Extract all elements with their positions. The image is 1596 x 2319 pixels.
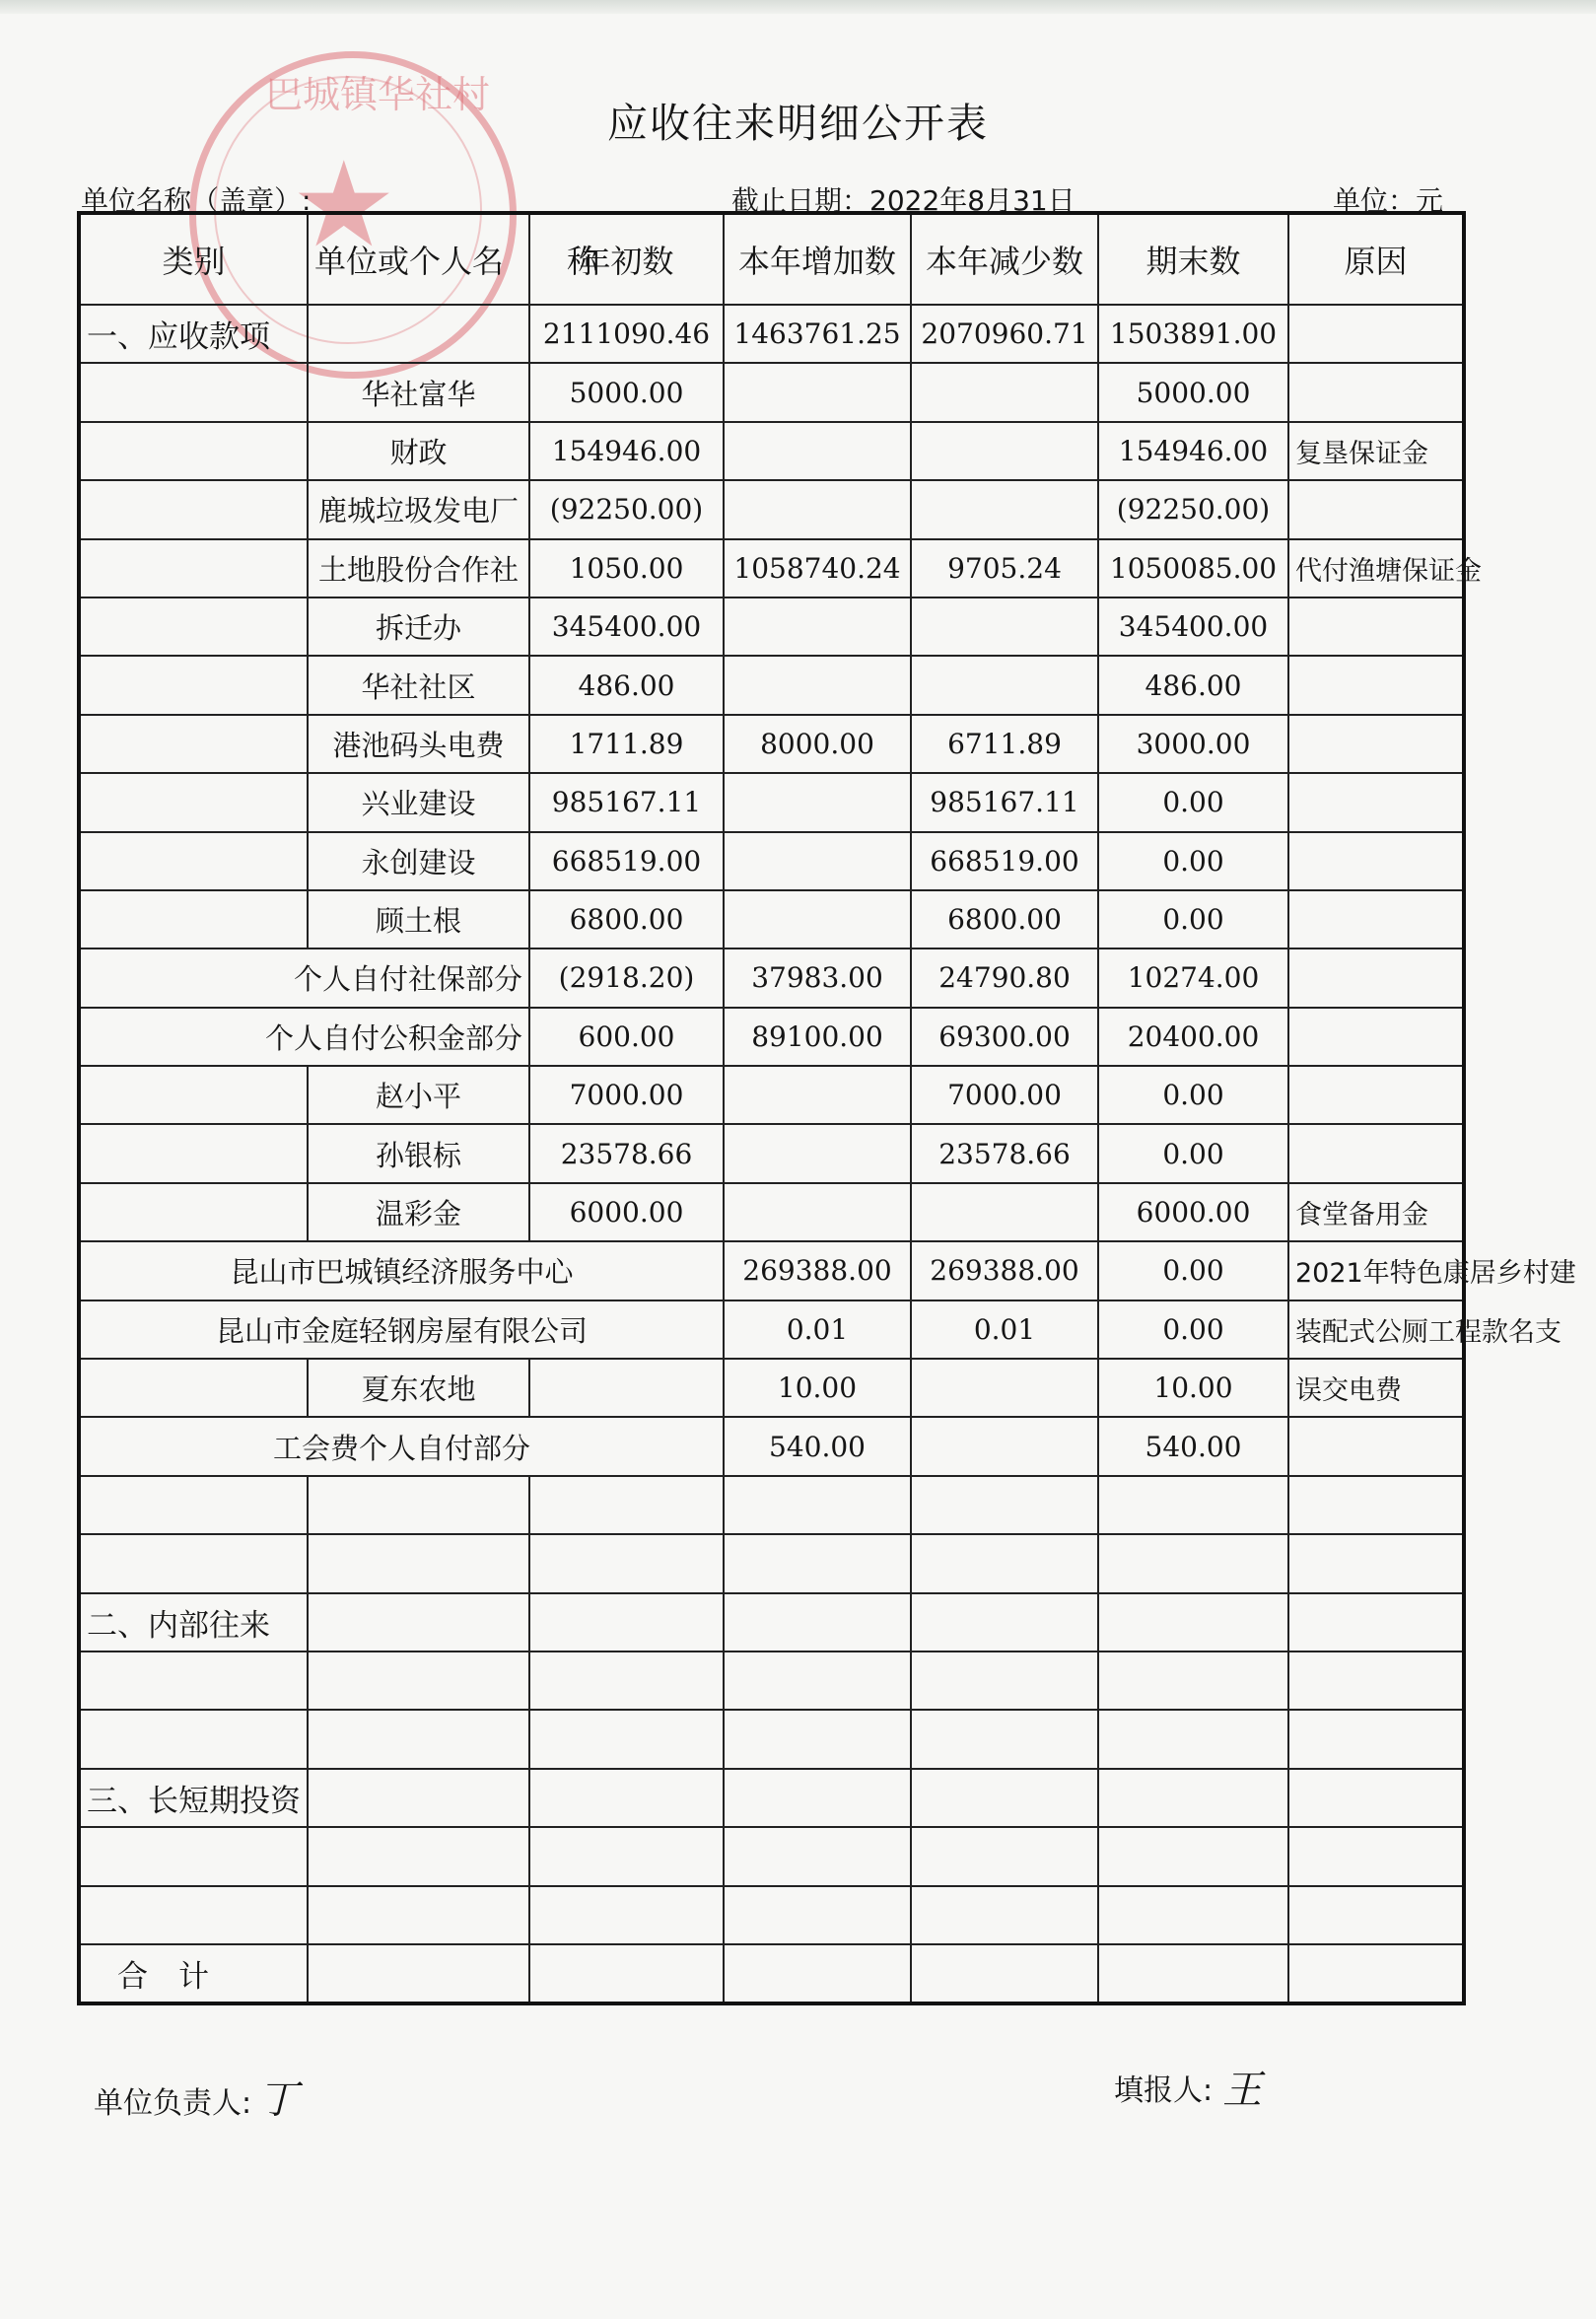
decrease-amount <box>911 363 1098 421</box>
row-category <box>79 1651 308 1710</box>
increase-amount <box>724 1593 911 1651</box>
reason <box>1288 480 1464 538</box>
increase-amount <box>724 597 911 656</box>
reason <box>1288 773 1464 831</box>
increase-amount <box>724 1124 911 1182</box>
increase-amount <box>724 890 911 949</box>
row-category <box>79 1359 308 1417</box>
row-category: 合 计 <box>79 1944 308 2003</box>
row-name: 温彩金 <box>308 1183 529 1241</box>
table-row <box>79 1827 1464 1885</box>
column-header: 期末数 <box>1098 213 1288 305</box>
end-balance: 0.00 <box>1098 890 1288 949</box>
reason <box>1288 1886 1464 1944</box>
begin-balance: 600.00 <box>529 1008 724 1066</box>
reason <box>1288 1066 1464 1124</box>
end-balance: 0.00 <box>1098 832 1288 890</box>
reason <box>1288 305 1464 363</box>
increase-amount: 10.00 <box>724 1359 911 1417</box>
sheet-edge <box>0 0 1596 14</box>
row-category <box>79 363 308 421</box>
row-name: 夏东农地 <box>308 1359 529 1417</box>
seal-text: 巴城镇华社村 <box>265 73 491 116</box>
decrease-amount: 0.01 <box>911 1300 1098 1359</box>
decrease-amount <box>911 422 1098 480</box>
decrease-amount: 69300.00 <box>911 1008 1098 1066</box>
table-row <box>79 1886 1464 1944</box>
row-category <box>79 480 308 538</box>
row-category <box>79 539 308 597</box>
table-row <box>79 1300 1464 1359</box>
row-name <box>308 1651 529 1710</box>
end-balance: 486.00 <box>1098 656 1288 714</box>
table-row <box>79 1769 1464 1827</box>
reason <box>1288 715 1464 773</box>
begin-balance: 7000.00 <box>529 1066 724 1124</box>
increase-amount <box>724 1944 911 2003</box>
reason <box>1288 1417 1464 1475</box>
decrease-amount <box>911 1593 1098 1651</box>
begin-balance <box>529 1886 724 1944</box>
begin-balance <box>529 1827 724 1885</box>
end-balance: 1050085.00 <box>1098 539 1288 597</box>
increase-amount: 0.01 <box>724 1300 911 1359</box>
column-header: 本年减少数 <box>911 213 1098 305</box>
table-row <box>79 1008 1464 1066</box>
decrease-amount <box>911 1710 1098 1768</box>
table-row <box>79 480 1464 538</box>
reason: 复垦保证金 <box>1288 422 1464 480</box>
reason <box>1288 1944 1464 2003</box>
increase-amount <box>724 1476 911 1534</box>
reason: 误交电费 <box>1288 1359 1464 1417</box>
table-row <box>79 1066 1464 1124</box>
table-row <box>79 1417 1464 1475</box>
end-balance: 0.00 <box>1098 1124 1288 1182</box>
decrease-amount <box>911 1769 1098 1827</box>
row-name: 财政 <box>308 422 529 480</box>
row-name <box>308 1476 529 1534</box>
reason <box>1288 1008 1464 1066</box>
increase-amount <box>724 1710 911 1768</box>
row-name <box>308 305 529 363</box>
end-balance: 154946.00 <box>1098 422 1288 480</box>
end-balance: 540.00 <box>1098 1417 1288 1475</box>
begin-balance: 1050.00 <box>529 539 724 597</box>
table-row <box>79 1944 1464 2003</box>
increase-amount <box>724 1183 911 1241</box>
begin-balance: (2918.20) <box>529 949 724 1007</box>
row-category <box>79 1827 308 1885</box>
reason <box>1288 1593 1464 1651</box>
decrease-amount <box>911 1534 1098 1592</box>
table-row <box>79 422 1464 480</box>
decrease-amount <box>911 656 1098 714</box>
increase-amount <box>724 773 911 831</box>
row-category <box>79 1534 308 1592</box>
decrease-amount: 985167.11 <box>911 773 1098 831</box>
decrease-amount <box>911 1651 1098 1710</box>
end-balance: 10274.00 <box>1098 949 1288 1007</box>
row-name <box>308 1593 529 1651</box>
row-name: 兴业建设 <box>308 773 529 831</box>
end-balance: 0.00 <box>1098 773 1288 831</box>
row-category <box>79 656 308 714</box>
row-category <box>79 1124 308 1182</box>
table-row <box>79 1183 1464 1241</box>
filler-label: 填报人: <box>1114 2073 1214 2108</box>
decrease-amount <box>911 480 1098 538</box>
row-category <box>79 422 308 480</box>
increase-amount <box>724 656 911 714</box>
row-name: 华社社区 <box>308 656 529 714</box>
row-name: 工会费个人自付部分 <box>79 1417 724 1475</box>
row-category <box>79 1886 308 1944</box>
increase-amount <box>724 1066 911 1124</box>
reason <box>1288 1769 1464 1827</box>
row-name <box>308 1710 529 1768</box>
begin-balance: 985167.11 <box>529 773 724 831</box>
end-balance: 0.00 <box>1098 1300 1288 1359</box>
row-name <box>308 1886 529 1944</box>
row-category <box>79 1183 308 1241</box>
table-row <box>79 1124 1464 1182</box>
end-balance <box>1098 1593 1288 1651</box>
begin-balance: 1711.89 <box>529 715 724 773</box>
end-balance <box>1098 1886 1288 1944</box>
receivables-table <box>77 211 1576 2005</box>
decrease-amount: 6800.00 <box>911 890 1098 949</box>
begin-balance: 5000.00 <box>529 363 724 421</box>
decrease-amount <box>911 1886 1098 1944</box>
row-name <box>308 1534 529 1592</box>
table-row <box>79 1710 1464 1768</box>
table-row <box>79 832 1464 890</box>
reason <box>1288 949 1464 1007</box>
increase-amount <box>724 422 911 480</box>
page-title: 应收往来明细公开表 <box>607 100 989 147</box>
row-category: 一、应收款项 <box>79 305 308 363</box>
leader-label: 单位负责人: <box>94 2086 252 2121</box>
end-balance <box>1098 1710 1288 1768</box>
unit-label: 单位：元 <box>1333 184 1444 217</box>
column-header: 本年增加数 <box>724 213 911 305</box>
reason <box>1288 1476 1464 1534</box>
cutoff-date: 截止日期：2022年8月31日 <box>731 184 1076 217</box>
row-name: 昆山市金庭轻钢房屋有限公司 <box>79 1300 724 1359</box>
row-name: 永创建设 <box>308 832 529 890</box>
decrease-amount <box>911 1827 1098 1885</box>
reason <box>1288 363 1464 421</box>
decrease-amount <box>911 597 1098 656</box>
increase-amount: 8000.00 <box>724 715 911 773</box>
filler-signature: 王 <box>1222 2068 1262 2113</box>
begin-balance <box>529 1534 724 1592</box>
begin-balance <box>529 1593 724 1651</box>
column-header: 原因 <box>1288 213 1464 305</box>
decrease-amount <box>911 1359 1098 1417</box>
end-balance: 5000.00 <box>1098 363 1288 421</box>
unit-name-label: 单位名称（盖章）: <box>81 184 312 217</box>
begin-balance: 154946.00 <box>529 422 724 480</box>
increase-amount <box>724 363 911 421</box>
end-balance: 1503891.00 <box>1098 305 1288 363</box>
begin-balance: 23578.66 <box>529 1124 724 1182</box>
row-name: 顾土根 <box>308 890 529 949</box>
row-name: 昆山市巴城镇经济服务中心 <box>79 1241 724 1300</box>
decrease-amount: 24790.80 <box>911 949 1098 1007</box>
row-category <box>79 715 308 773</box>
begin-balance <box>529 1769 724 1827</box>
row-category <box>79 1476 308 1534</box>
begin-balance <box>529 1651 724 1710</box>
row-name: 鹿城垃圾发电厂 <box>308 480 529 538</box>
increase-amount: 1463761.25 <box>724 305 911 363</box>
table-row <box>79 305 1464 363</box>
row-name: 孙银标 <box>308 1124 529 1182</box>
end-balance <box>1098 1827 1288 1885</box>
row-name <box>308 1827 529 1885</box>
row-category <box>79 1710 308 1768</box>
increase-amount <box>724 1769 911 1827</box>
table-row <box>79 1476 1464 1534</box>
increase-amount: 37983.00 <box>724 949 911 1007</box>
begin-balance: 345400.00 <box>529 597 724 656</box>
begin-balance: 486.00 <box>529 656 724 714</box>
begin-balance <box>529 1944 724 2003</box>
end-balance: (92250.00) <box>1098 480 1288 538</box>
begin-balance <box>529 1476 724 1534</box>
decrease-amount: 23578.66 <box>911 1124 1098 1182</box>
row-category <box>79 597 308 656</box>
row-category: 三、长短期投资 <box>79 1769 308 1827</box>
row-name: 土地股份合作社 <box>308 539 529 597</box>
row-category: 二、内部往来 <box>79 1593 308 1651</box>
row-name: 华社富华 <box>308 363 529 421</box>
increase-amount <box>724 1827 911 1885</box>
increase-amount <box>724 1651 911 1710</box>
column-header: 类别 <box>79 213 308 305</box>
table-row <box>79 1359 1464 1417</box>
reason: 代付渔塘保证金 <box>1288 539 1464 597</box>
end-balance: 0.00 <box>1098 1066 1288 1124</box>
decrease-amount <box>911 1476 1098 1534</box>
table-row <box>79 656 1464 714</box>
column-header: 年初数 <box>529 213 724 305</box>
begin-balance: 668519.00 <box>529 832 724 890</box>
increase-amount: 269388.00 <box>724 1241 911 1300</box>
table-row <box>79 1651 1464 1710</box>
reason <box>1288 656 1464 714</box>
increase-amount <box>724 832 911 890</box>
table-header-row <box>79 213 1464 305</box>
increase-amount: 540.00 <box>724 1417 911 1475</box>
increase-amount: 1058740.24 <box>724 539 911 597</box>
decrease-amount: 2070960.71 <box>911 305 1098 363</box>
reason <box>1288 1534 1464 1592</box>
end-balance: 10.00 <box>1098 1359 1288 1417</box>
begin-balance: 6800.00 <box>529 890 724 949</box>
row-category <box>79 773 308 831</box>
end-balance: 20400.00 <box>1098 1008 1288 1066</box>
reason: 食堂备用金 <box>1288 1183 1464 1241</box>
reason <box>1288 1124 1464 1182</box>
reason: 装配式公厕工程款名支 <box>1288 1300 1464 1359</box>
increase-amount: 89100.00 <box>724 1008 911 1066</box>
row-name <box>308 1769 529 1827</box>
increase-amount <box>724 1886 911 1944</box>
table-row <box>79 715 1464 773</box>
table-row <box>79 949 1464 1007</box>
decrease-amount: 7000.00 <box>911 1066 1098 1124</box>
decrease-amount: 6711.89 <box>911 715 1098 773</box>
leader-signature: 丁 <box>258 2077 298 2123</box>
row-name: 个人自付公积金部分 <box>79 1008 529 1066</box>
decrease-amount <box>911 1183 1098 1241</box>
row-name: 赵小平 <box>308 1066 529 1124</box>
reason <box>1288 1827 1464 1885</box>
begin-balance <box>529 1359 724 1417</box>
row-category <box>79 1066 308 1124</box>
reason <box>1288 832 1464 890</box>
reason <box>1288 1710 1464 1768</box>
decrease-amount <box>911 1944 1098 2003</box>
end-balance <box>1098 1769 1288 1827</box>
end-balance: 3000.00 <box>1098 715 1288 773</box>
table-row <box>79 1593 1464 1651</box>
reason: 2021年特色康居乡村建 <box>1288 1241 1464 1300</box>
table-row <box>79 1534 1464 1592</box>
column-header: 单位或个人名 称 <box>308 213 529 305</box>
reason <box>1288 890 1464 949</box>
decrease-amount <box>911 1417 1098 1475</box>
begin-balance <box>529 1710 724 1768</box>
row-name <box>308 1944 529 2003</box>
end-balance <box>1098 1534 1288 1592</box>
row-category <box>79 832 308 890</box>
row-name: 港池码头电费 <box>308 715 529 773</box>
reason <box>1288 1651 1464 1710</box>
begin-balance: (92250.00) <box>529 480 724 538</box>
end-balance: 6000.00 <box>1098 1183 1288 1241</box>
table-row <box>79 1241 1464 1300</box>
end-balance <box>1098 1651 1288 1710</box>
end-balance: 0.00 <box>1098 1241 1288 1300</box>
seal-star-icon: ★ <box>291 137 397 274</box>
end-balance <box>1098 1944 1288 2003</box>
row-category <box>79 890 308 949</box>
table-row <box>79 597 1464 656</box>
table-row <box>79 539 1464 597</box>
row-name: 个人自付社保部分 <box>79 949 529 1007</box>
increase-amount <box>724 1534 911 1592</box>
begin-balance: 6000.00 <box>529 1183 724 1241</box>
decrease-amount: 668519.00 <box>911 832 1098 890</box>
row-name: 拆迁办 <box>308 597 529 656</box>
table-row <box>79 363 1464 421</box>
decrease-amount: 9705.24 <box>911 539 1098 597</box>
begin-balance: 2111090.46 <box>529 305 724 363</box>
end-balance <box>1098 1476 1288 1534</box>
table-row <box>79 890 1464 949</box>
decrease-amount: 269388.00 <box>911 1241 1098 1300</box>
end-balance: 345400.00 <box>1098 597 1288 656</box>
table-row <box>79 773 1464 831</box>
increase-amount <box>724 480 911 538</box>
reason <box>1288 597 1464 656</box>
